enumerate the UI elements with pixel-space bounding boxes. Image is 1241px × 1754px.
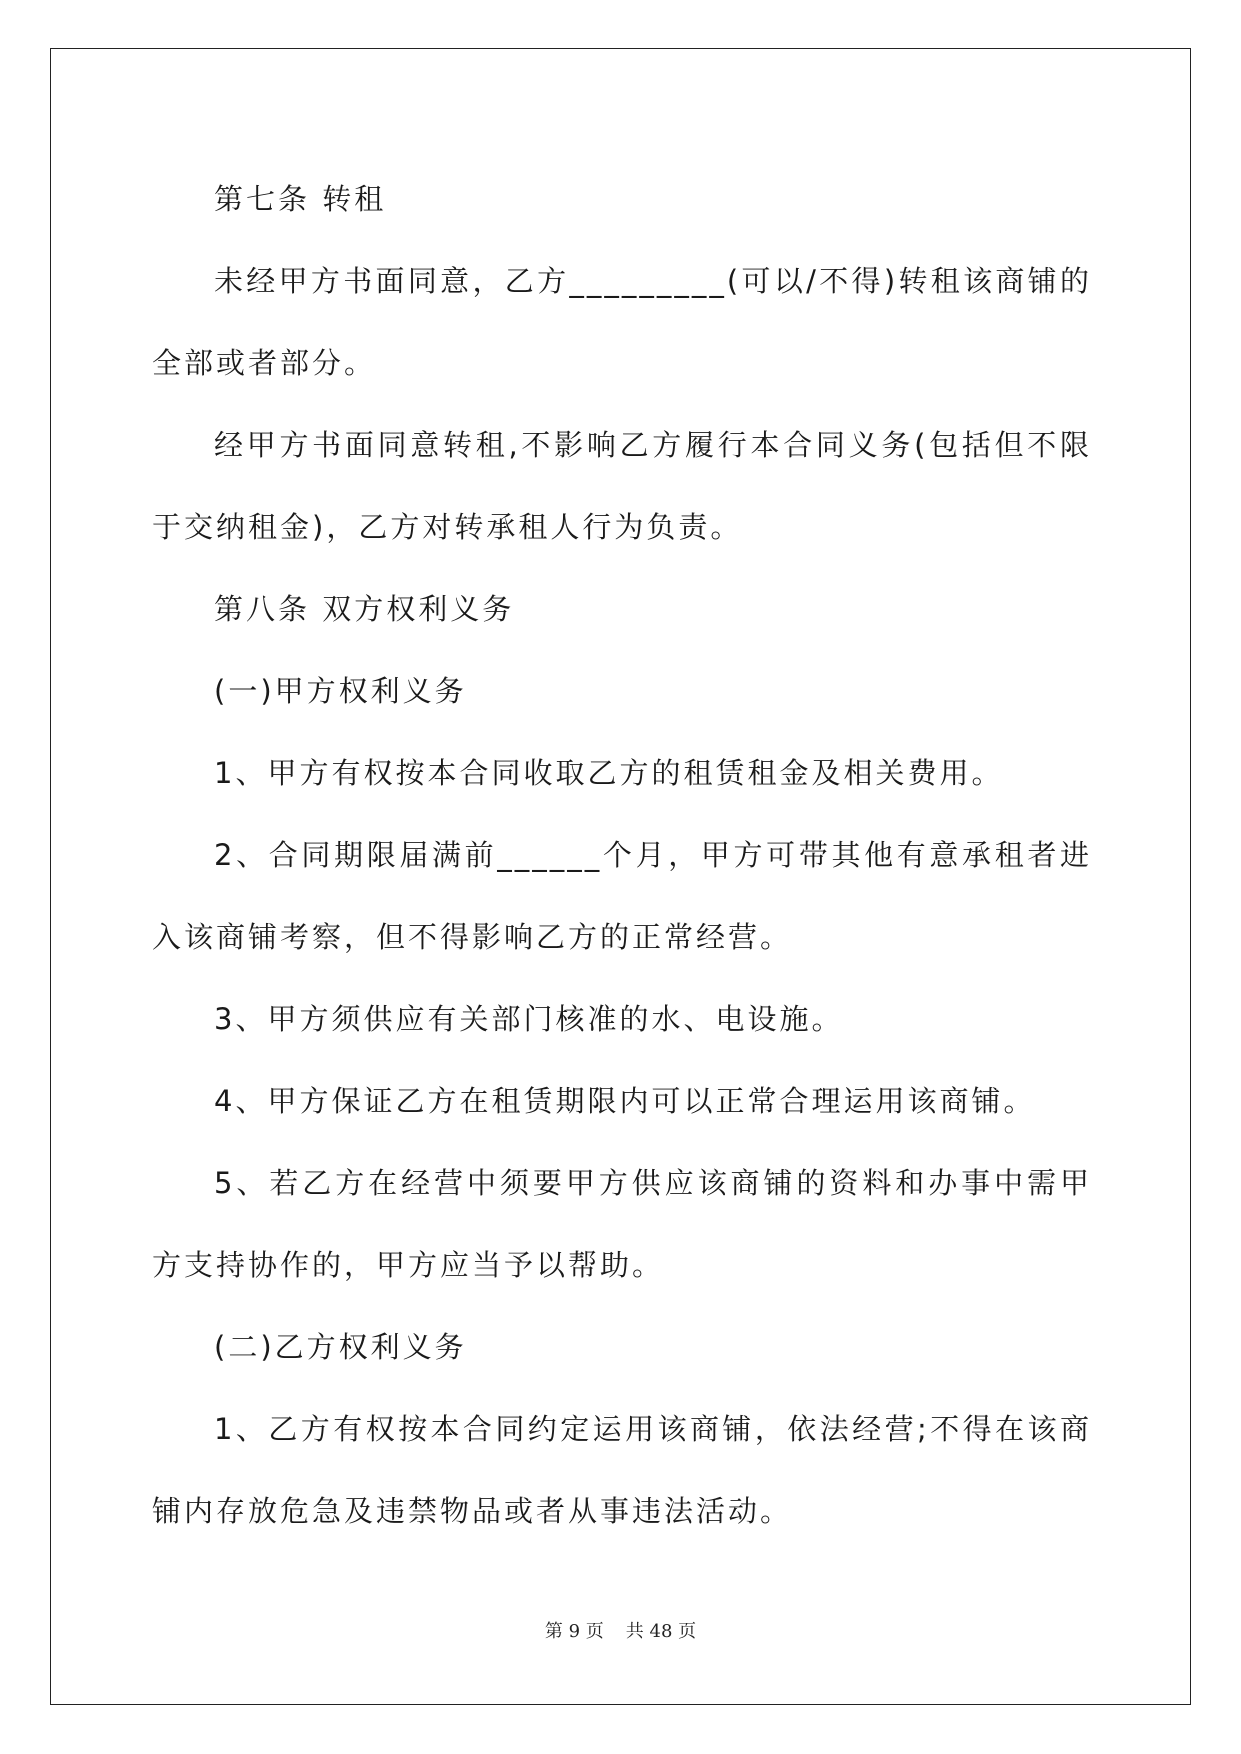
section-heading-party-a: (一)甲方权利义务 (214, 674, 467, 708)
page-total: 共 48 页 (625, 1621, 697, 1642)
clause-item: 2、合同期限届满前______个月，甲方可带其他有意承租者进入该商铺考察，但不得影响乙方的正常经营。 (152, 838, 1092, 954)
page-number: 第 9 页 (544, 1621, 604, 1642)
clause-item: 1、乙方有权按本合同约定运用该商铺，依法经营;不得在该商铺内存放危急及违禁物品或者从事违法活动。 (152, 1412, 1092, 1528)
page-footer (0, 1620, 1241, 1644)
document-body (152, 158, 1092, 1552)
clause-item: 1、甲方有权按本合同收取乙方的租赁租金及相关费用。 (214, 756, 1004, 790)
article-8-heading: 第八条 双方权利义务 (214, 592, 515, 626)
clause-item: 5、若乙方在经营中须要甲方供应该商铺的资料和办事中需甲方支持协作的，甲方应当予以帮助。 (152, 1166, 1092, 1282)
paragraph: 未经甲方书面同意，乙方_________(可以/不得)转租该商铺的全部或者部分。 (152, 264, 1092, 380)
section-heading-party-b: (二)乙方权利义务 (214, 1330, 467, 1364)
paragraph: 经甲方书面同意转租,不影响乙方履行本合同义务(包括但不限于交纳租金)，乙方对转承租人行为负责。 (152, 428, 1092, 544)
clause-item: 4、甲方保证乙方在租赁期限内可以正常合理运用该商铺。 (214, 1084, 1036, 1118)
clause-item: 3、甲方须供应有关部门核准的水、电设施。 (214, 1002, 844, 1036)
article-7-heading: 第七条 转租 (214, 182, 387, 216)
